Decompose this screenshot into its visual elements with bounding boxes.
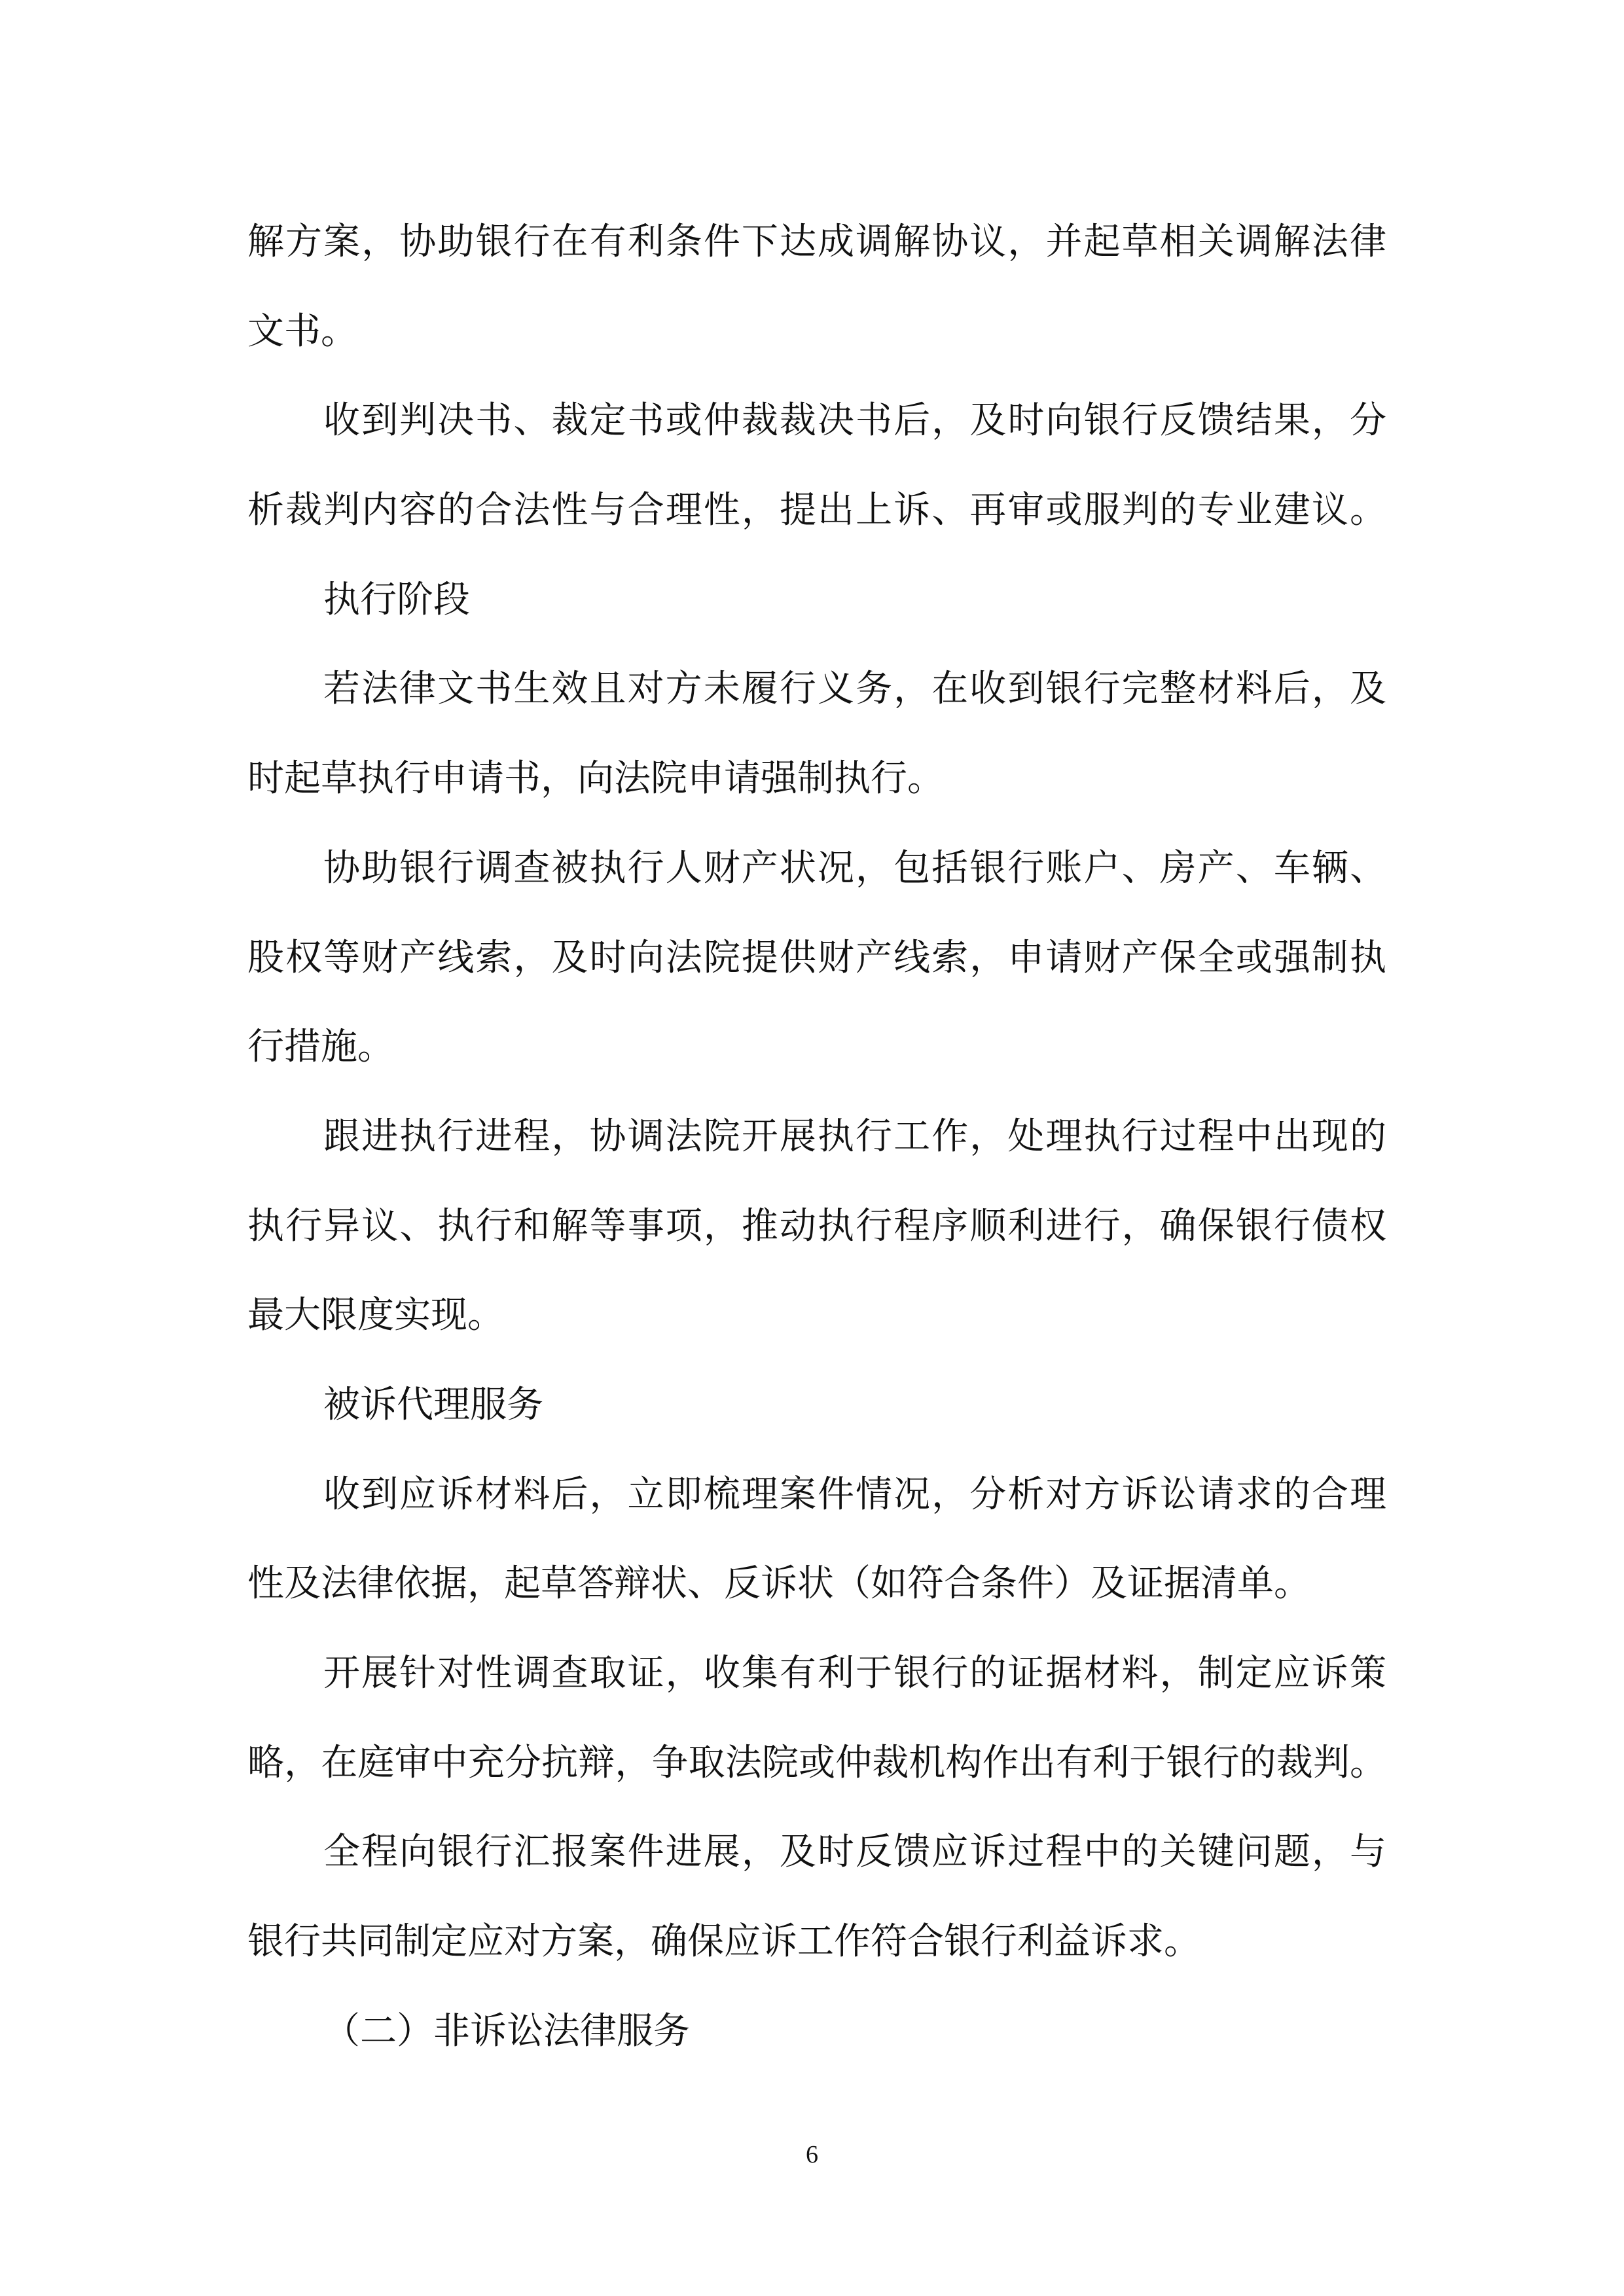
paragraph-line: 时起草执行申请书，向法院申请强制执行。 [247, 757, 944, 800]
body-text [247, 198, 1386, 2076]
paragraph-first-line: 跟进执行进程，协调法院开展执行工作，处理执行过程中出现的 [323, 1115, 1386, 1158]
paragraph-first-line: 协助银行调查被执行人财产状况，包括银行账户、房产、车辆、 [323, 846, 1386, 889]
paragraph-line: 解方案，协助银行在有利条件下达成调解协议，并起草相关调解法律 [247, 221, 1386, 263]
paragraph-line: 银行共同制定应对方案，确保应诉工作符合银行利益诉求。 [247, 1920, 1200, 1964]
paragraph-first-line: 被诉代理服务 [323, 1383, 543, 1426]
paragraph-first-line: 收到应诉材料后，立即梳理案件情况，分析对方诉讼请求的合理 [323, 1473, 1386, 1516]
paragraph-line: 执行异议、执行和解等事项，推动执行程序顺利进行，确保银行债权 [247, 1204, 1386, 1247]
paragraph-first-line: 开展针对性调查取证，收集有利于银行的证据材料，制定应诉策 [323, 1652, 1386, 1695]
paragraph-line: 析裁判内容的合法性与合理性，提出上诉、再审或服判的专业建议。 [247, 489, 1386, 532]
page-number: 6 [806, 2141, 818, 2168]
paragraph-line: 最大限度实现。 [247, 1294, 504, 1337]
paragraph-first-line: 若法律文书生效且对方未履行义务，在收到银行完整材料后，及 [323, 668, 1386, 711]
paragraph-line: 行措施。 [247, 1026, 394, 1069]
paragraph-line: 文书。 [247, 310, 357, 353]
paragraph-first-line: （二）非诉讼法律服务 [323, 2009, 690, 2053]
paragraph-first-line: 执行阶段 [323, 578, 470, 621]
paragraph-line: 略，在庭审中充分抗辩，争取法院或仲裁机构作出有利于银行的裁判。 [247, 1741, 1386, 1784]
paragraph-first-line: 全程向银行汇报案件进展，及时反馈应诉过程中的关键问题，与 [323, 1831, 1386, 1874]
paragraph-line: 股权等财产线索，及时向法院提供财产线索，申请财产保全或强制执 [247, 936, 1386, 979]
paragraph-first-line: 收到判决书、裁定书或仲裁裁决书后，及时向银行反馈结果，分 [323, 399, 1386, 442]
paragraph-line: 性及法律依据，起草答辩状、反诉状（如符合条件）及证据清单。 [247, 1562, 1310, 1605]
